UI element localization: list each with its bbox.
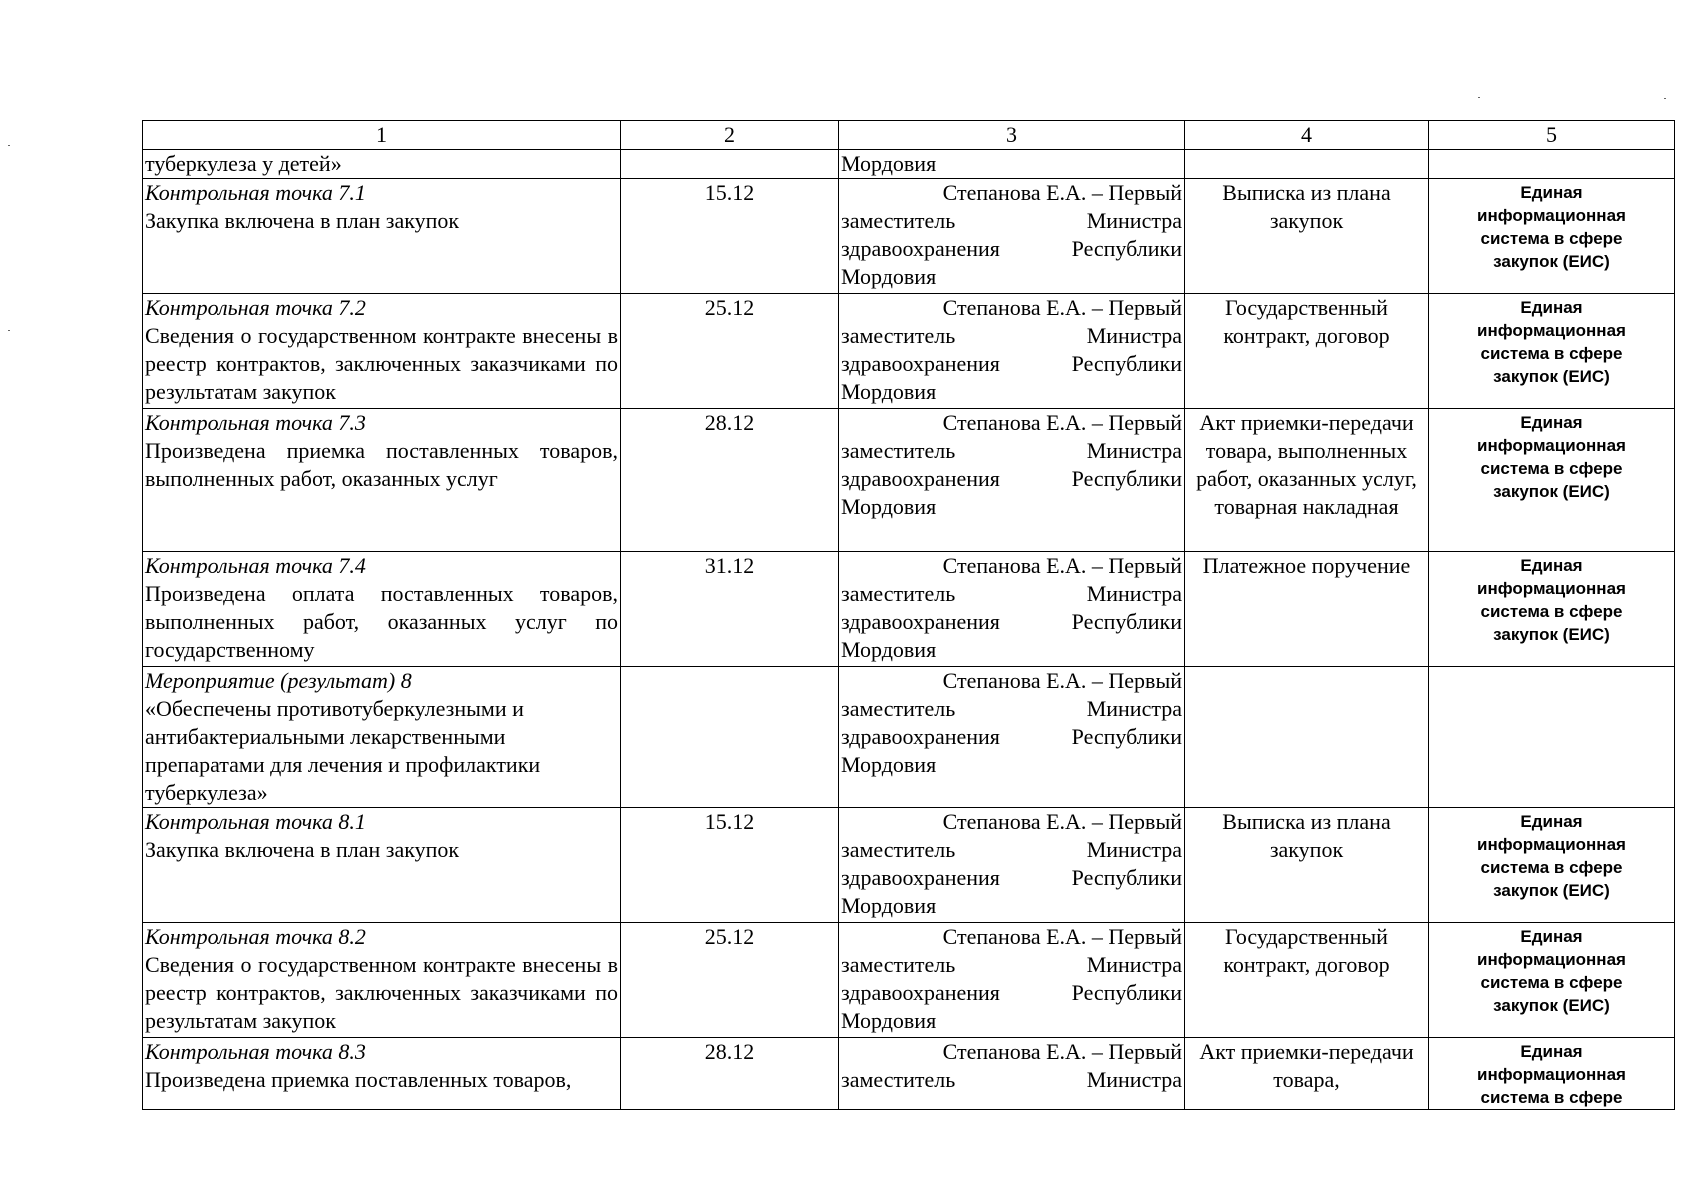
system-line: Единая	[1520, 298, 1583, 317]
control-point-title: Контрольная точка 7.4	[145, 553, 366, 578]
system-line: система в сфере	[1480, 602, 1623, 621]
column-header-2: 2	[621, 121, 839, 150]
system-cell	[1429, 667, 1675, 808]
date-cell: 28.12	[621, 1038, 839, 1110]
system-line: закупок (ЕИС)	[1493, 881, 1610, 900]
responsible-word: здравоохранения	[841, 466, 1000, 491]
responsible-word: Министра	[1086, 1067, 1182, 1092]
responsible-word: Республики	[1071, 466, 1182, 491]
responsible-line: Степанова Е.А. – Первый	[942, 1039, 1182, 1064]
table-row	[143, 179, 1675, 294]
responsible-word: Республики	[1071, 865, 1182, 890]
responsible-cell	[839, 409, 1185, 552]
responsible-line: Мордовия	[841, 379, 937, 404]
responsible-word: заместитель	[841, 952, 956, 977]
responsible-cell	[839, 808, 1185, 923]
control-point-text: Произведена приемка поставленных товаров, выполненных работ, оказанных услуг	[145, 438, 618, 491]
date-cell: 15.12	[621, 808, 839, 923]
table-row	[143, 552, 1675, 667]
system-line: информационная	[1477, 206, 1626, 225]
responsible-word: заместитель	[841, 696, 956, 721]
control-point-cell	[143, 179, 621, 294]
table-header-row	[143, 121, 1675, 150]
document-cell	[1185, 667, 1429, 808]
responsible-word: Министра	[1086, 323, 1182, 348]
control-points-table	[142, 120, 1675, 1110]
responsible-line: Степанова Е.А. – Первый	[942, 668, 1182, 693]
system-cell	[1429, 552, 1675, 667]
responsible-line: Мордовия	[841, 494, 937, 519]
responsible-word: Республики	[1071, 980, 1182, 1005]
date-cell: 25.12	[621, 923, 839, 1038]
responsible-cell	[839, 667, 1185, 808]
table-row	[143, 808, 1675, 923]
activity-title: Мероприятие (результат) 8	[145, 668, 412, 693]
system-line: система в сфере	[1480, 459, 1623, 478]
responsible-line: Мордовия	[841, 637, 937, 662]
responsible-cell	[839, 552, 1185, 667]
responsible-word: Министра	[1086, 696, 1182, 721]
table-row	[143, 150, 1675, 179]
date-cell: 28.12	[621, 409, 839, 552]
responsible-word: заместитель	[841, 1067, 956, 1092]
responsible-line: Мордовия	[841, 1008, 937, 1033]
control-point-cell	[143, 409, 621, 552]
system-line: закупок (ЕИС)	[1493, 367, 1610, 386]
system-line: информационная	[1477, 950, 1626, 969]
column-header-4: 4	[1185, 121, 1429, 150]
continuation-text: туберкулеза у детей»	[143, 150, 621, 179]
column-header-3: 3	[839, 121, 1185, 150]
table-row	[143, 1038, 1675, 1110]
system-line: информационная	[1477, 579, 1626, 598]
system-line: закупок (ЕИС)	[1493, 996, 1610, 1015]
system-line: информационная	[1477, 1065, 1626, 1084]
responsible-word: Министра	[1086, 208, 1182, 233]
control-point-cell	[143, 923, 621, 1038]
table-row	[143, 294, 1675, 409]
control-point-text: Сведения о государственном контракте внесены в реестр контрактов, заключенных заказчиками по результатам закупок	[145, 952, 618, 1033]
responsible-word: Министра	[1086, 952, 1182, 977]
responsible-line: Степанова Е.А. – Первый	[942, 410, 1182, 435]
system-line: закупок (ЕИС)	[1493, 252, 1610, 271]
responsible-cell: Мордовия	[839, 150, 1185, 179]
responsible-line: Мордовия	[841, 752, 937, 777]
responsible-line: Степанова Е.А. – Первый	[942, 924, 1182, 949]
control-point-title: Контрольная точка 8.2	[145, 924, 366, 949]
system-line: закупок (ЕИС)	[1493, 482, 1610, 501]
document-cell	[1185, 150, 1429, 179]
responsible-word: здравоохранения	[841, 236, 1000, 261]
control-point-text: Сведения о государственном контракте внесены в реестр контрактов, заключенных заказчиками по результатам закупок	[145, 323, 618, 404]
system-line: информационная	[1477, 436, 1626, 455]
system-line: информационная	[1477, 835, 1626, 854]
system-cell	[1429, 179, 1675, 294]
system-cell	[1429, 1038, 1675, 1110]
responsible-word: заместитель	[841, 581, 956, 606]
system-cell	[1429, 409, 1675, 552]
responsible-cell	[839, 923, 1185, 1038]
date-cell: 15.12	[621, 179, 839, 294]
responsible-word: заместитель	[841, 837, 956, 862]
system-line: Единая	[1520, 927, 1583, 946]
document-cell: Государственный контракт, договор	[1185, 294, 1429, 409]
date-cell: 25.12	[621, 294, 839, 409]
document-cell: Выписка из плана закупок	[1185, 808, 1429, 923]
responsible-word: Министра	[1086, 581, 1182, 606]
system-line: Единая	[1520, 812, 1583, 831]
control-point-cell	[143, 552, 621, 667]
system-line: система в сфере	[1480, 858, 1623, 877]
system-line: система в сфере	[1480, 973, 1623, 992]
system-line: система в сфере	[1480, 344, 1623, 363]
date-cell	[621, 667, 839, 808]
responsible-word: заместитель	[841, 438, 956, 463]
scan-speck	[1664, 98, 1666, 99]
activity-text: «Обеспечены противотуберкулезными и антибактериальными лекарственными препаратами для лечения и профилактики туберкулеза»	[145, 696, 541, 805]
system-line: информационная	[1477, 321, 1626, 340]
control-point-title: Контрольная точка 7.1	[145, 180, 366, 205]
responsible-word: здравоохранения	[841, 724, 1000, 749]
document-cell: Выписка из плана закупок	[1185, 179, 1429, 294]
control-point-text: Закупка включена в план закупок	[145, 208, 460, 233]
date-cell: 31.12	[621, 552, 839, 667]
responsible-word: здравоохранения	[841, 609, 1000, 634]
table-row	[143, 409, 1675, 552]
system-line: закупок (ЕИС)	[1493, 625, 1610, 644]
column-header-5: 5	[1429, 121, 1675, 150]
activity-cell	[143, 667, 621, 808]
responsible-line: Степанова Е.А. – Первый	[942, 553, 1182, 578]
responsible-word: Министра	[1086, 438, 1182, 463]
responsible-word: Республики	[1071, 351, 1182, 376]
table-row	[143, 923, 1675, 1038]
control-point-title: Контрольная точка 8.3	[145, 1039, 366, 1064]
system-cell	[1429, 294, 1675, 409]
responsible-cell	[839, 1038, 1185, 1110]
responsible-word: Республики	[1071, 609, 1182, 634]
system-cell	[1429, 808, 1675, 923]
control-point-text: Произведена приемка поставленных товаров,	[145, 1067, 572, 1092]
scan-speck	[8, 145, 10, 146]
scan-speck	[8, 330, 10, 331]
responsible-word: здравоохранения	[841, 865, 1000, 890]
document-cell: Акт приемки-передачи товара, выполненных работ, оказанных услуг, товарная накладная	[1185, 409, 1429, 552]
control-point-text: Закупка включена в план закупок	[145, 837, 460, 862]
responsible-line: Мордовия	[841, 893, 937, 918]
document-cell: Государственный контракт, договор	[1185, 923, 1429, 1038]
responsible-word: Республики	[1071, 724, 1182, 749]
control-point-title: Контрольная точка 7.2	[145, 295, 366, 320]
responsible-word: заместитель	[841, 323, 956, 348]
date-cell	[621, 150, 839, 179]
document-cell: Платежное поручение	[1185, 552, 1429, 667]
responsible-line: Степанова Е.А. – Первый	[942, 809, 1182, 834]
table-row	[143, 667, 1675, 808]
control-point-cell	[143, 1038, 621, 1110]
column-header-1: 1	[143, 121, 621, 150]
system-line: система в сфере	[1480, 229, 1623, 248]
responsible-line: Мордовия	[841, 264, 937, 289]
responsible-word: Республики	[1071, 236, 1182, 261]
control-point-cell	[143, 294, 621, 409]
control-point-text: Произведена оплата поставленных товаров, выполненных работ, оказанных услуг по государственному	[145, 581, 618, 662]
system-line: Единая	[1520, 413, 1583, 432]
document-cell: Акт приемки-передачи товара,	[1185, 1038, 1429, 1110]
system-cell	[1429, 923, 1675, 1038]
control-point-title: Контрольная точка 8.1	[145, 809, 366, 834]
responsible-word: здравоохранения	[841, 351, 1000, 376]
responsible-cell	[839, 294, 1185, 409]
control-point-title: Контрольная точка 7.3	[145, 410, 366, 435]
responsible-word: Министра	[1086, 837, 1182, 862]
responsible-word: здравоохранения	[841, 980, 1000, 1005]
responsible-word: заместитель	[841, 208, 956, 233]
responsible-line: Степанова Е.А. – Первый	[942, 180, 1182, 205]
system-line: Единая	[1520, 1042, 1583, 1061]
system-line: Единая	[1520, 183, 1583, 202]
system-line: Единая	[1520, 556, 1583, 575]
system-cell	[1429, 150, 1675, 179]
scan-speck	[1478, 97, 1480, 98]
control-point-cell	[143, 808, 621, 923]
responsible-cell	[839, 179, 1185, 294]
system-line: система в сфере	[1480, 1088, 1623, 1107]
responsible-line: Степанова Е.А. – Первый	[942, 295, 1182, 320]
